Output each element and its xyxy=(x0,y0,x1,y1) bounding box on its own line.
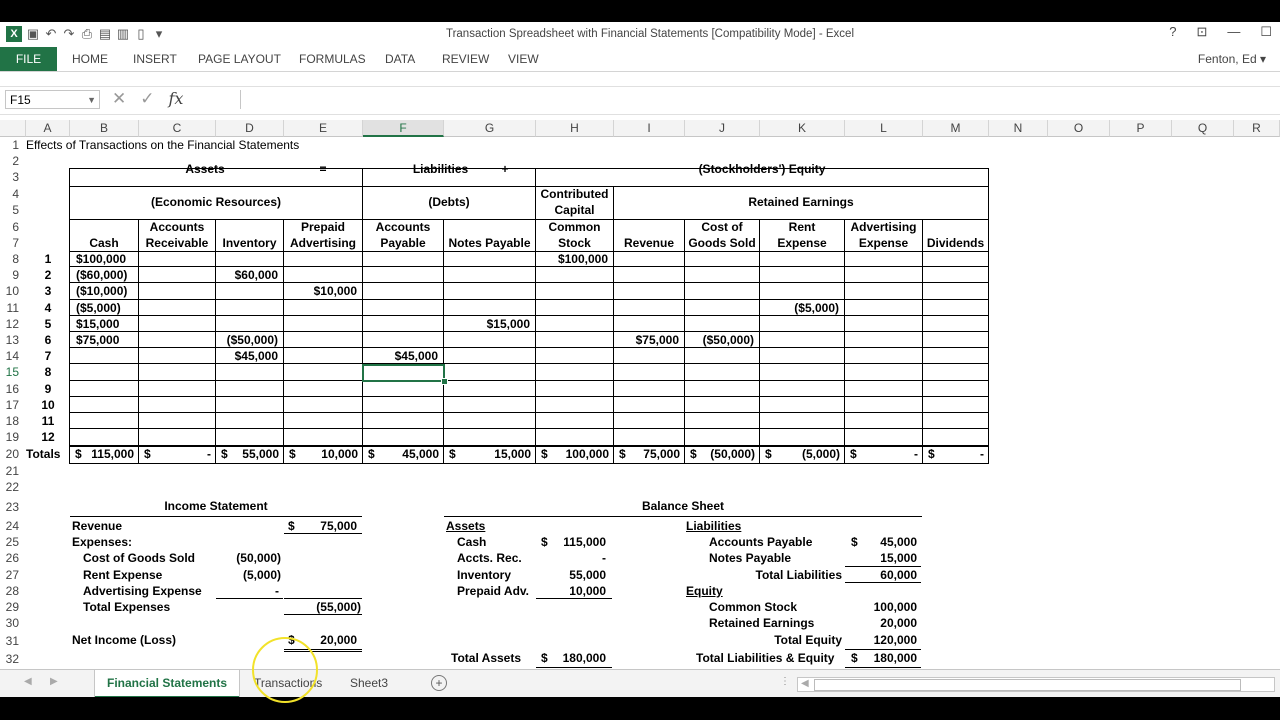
total-value-i[interactable]: 75,000 xyxy=(643,447,680,461)
transaction-cell-h8[interactable]: $100,000 xyxy=(557,252,608,266)
column-header-d[interactable]: D xyxy=(216,120,284,137)
row-header[interactable]: 25 xyxy=(5,535,19,549)
row-divider xyxy=(69,266,988,267)
is-adv-label[interactable]: Advertising Expense xyxy=(83,584,202,598)
bs-title-underline xyxy=(444,516,922,517)
row-header[interactable]: 4 xyxy=(12,187,19,201)
column-header-g[interactable]: G xyxy=(444,120,536,137)
bs-underline xyxy=(536,667,612,668)
border-line xyxy=(988,168,989,464)
transaction-number[interactable]: 1 xyxy=(44,252,52,266)
border-line xyxy=(69,186,988,187)
border-line xyxy=(613,186,614,463)
bs-inventory-label[interactable]: Inventory xyxy=(457,568,512,582)
row-header[interactable]: 12 xyxy=(5,317,19,331)
ribbon-tabs xyxy=(0,47,1280,72)
border-line xyxy=(759,219,760,463)
row-header[interactable]: 16 xyxy=(5,382,19,396)
total-dollar-i: $ xyxy=(619,447,626,461)
bs-np-label[interactable]: Notes Payable xyxy=(709,551,792,565)
save-icon[interactable]: ▣ xyxy=(26,26,40,41)
col-cogs-1[interactable]: Cost of xyxy=(701,220,743,234)
header-liabilities[interactable]: Liabilities xyxy=(412,162,469,176)
col-advertising-2[interactable]: Expense xyxy=(858,236,909,250)
total-dollar-e: $ xyxy=(289,447,296,461)
bs-total-assets-label[interactable]: Total Assets xyxy=(451,651,522,665)
header-capital[interactable]: Capital xyxy=(554,203,595,217)
bs-total-liabilities-label[interactable]: Total Liabilities xyxy=(755,568,842,582)
income-statement-title[interactable]: Income Statement xyxy=(164,499,268,513)
transaction-cell-b13[interactable]: $75,000 xyxy=(76,333,120,347)
total-dollar-d: $ xyxy=(221,447,228,461)
column-header-e[interactable]: E xyxy=(284,120,363,137)
total-value-e[interactable]: 10,000 xyxy=(321,447,358,461)
row-divider xyxy=(69,299,988,300)
transaction-cell-b11[interactable]: ($5,000) xyxy=(76,301,121,315)
sheet-tab-bar xyxy=(0,669,1280,698)
transaction-number[interactable]: 6 xyxy=(44,333,52,347)
column-header-c[interactable]: C xyxy=(139,120,216,137)
title-bar xyxy=(0,22,1280,47)
col-ap-1[interactable]: Accounts xyxy=(375,220,431,234)
bs-cs-label[interactable]: Common Stock xyxy=(709,600,798,614)
column-header-i[interactable]: I xyxy=(614,120,685,137)
border-line xyxy=(69,463,988,464)
tab-insert[interactable]: INSERT xyxy=(133,52,177,66)
row-header[interactable]: 2 xyxy=(12,154,19,168)
col-cash[interactable]: Cash xyxy=(89,236,119,250)
total-dollar-c: $ xyxy=(144,447,151,461)
scrollbar-thumb[interactable] xyxy=(814,679,1241,691)
bs-inventory-value[interactable]: 55,000 xyxy=(569,568,606,582)
total-value-b[interactable]: 115,000 xyxy=(91,447,134,461)
is-revenue-label[interactable]: Revenue xyxy=(72,519,123,533)
print-preview-icon[interactable]: ⎙ xyxy=(81,26,93,41)
row-header[interactable]: 14 xyxy=(5,349,19,363)
total-dollar-m: $ xyxy=(928,447,935,461)
column-header-f[interactable]: F xyxy=(363,120,444,137)
column-header-h[interactable]: H xyxy=(536,120,614,137)
row-divider xyxy=(69,363,988,364)
column-header-k[interactable]: K xyxy=(760,120,845,137)
is-title-underline xyxy=(70,516,362,517)
name-box[interactable] xyxy=(5,90,100,109)
sheet-tab-financial-statements[interactable]: Financial Statements xyxy=(95,670,239,698)
transaction-cell-d9[interactable]: $60,000 xyxy=(234,268,278,282)
total-dollar-j: $ xyxy=(690,447,697,461)
total-dollar-l: $ xyxy=(850,447,857,461)
bs-ap-label[interactable]: Accounts Payable xyxy=(709,535,813,549)
header-equals[interactable]: = xyxy=(319,162,327,176)
formula-bar xyxy=(0,86,1280,115)
row-header[interactable]: 20 xyxy=(5,447,19,461)
total-dollar-k: $ xyxy=(765,447,772,461)
header-plus[interactable]: + xyxy=(501,162,509,176)
bs-prepaid-label[interactable]: Prepaid Adv. xyxy=(457,584,530,598)
active-cell-selection[interactable] xyxy=(362,364,445,382)
bs-ar-label[interactable]: Accts. Rec. xyxy=(457,551,522,565)
horizontal-scrollbar[interactable] xyxy=(797,677,1275,692)
bs-re-value[interactable]: 20,000 xyxy=(880,616,917,630)
border-line xyxy=(844,219,845,463)
customize-qat-icon[interactable]: ▾ xyxy=(155,26,163,41)
header-economic-resources[interactable]: (Economic Resources) xyxy=(150,195,282,209)
is-rent-value[interactable]: (5,000) xyxy=(242,568,281,582)
next-sheet-icon[interactable]: ▶ xyxy=(50,676,58,687)
total-value-j[interactable]: (50,000) xyxy=(710,447,755,461)
row-divider xyxy=(69,282,988,283)
border-line xyxy=(283,219,284,463)
column-header-p[interactable]: P xyxy=(1110,120,1172,137)
row-header[interactable]: 9 xyxy=(12,268,19,282)
bs-total-liabilities-value[interactable]: 60,000 xyxy=(880,568,917,582)
header-equity[interactable]: (Stockholders') Equity xyxy=(698,162,826,176)
transaction-cell-i13[interactable]: $75,000 xyxy=(635,333,679,347)
col-prepaid-1[interactable]: Prepaid xyxy=(300,220,345,234)
is-total-expenses-value[interactable]: (55,000) xyxy=(316,600,361,614)
row-header[interactable]: 15 xyxy=(5,365,19,379)
bs-prepaid-value[interactable]: 10,000 xyxy=(569,584,606,598)
col-rent-1[interactable]: Rent xyxy=(788,220,816,234)
total-value-d[interactable]: 55,000 xyxy=(242,447,279,461)
balance-sheet-title[interactable]: Balance Sheet xyxy=(641,499,725,513)
row-header[interactable]: 29 xyxy=(5,600,19,614)
cancel-icon[interactable]: ✕ xyxy=(112,89,127,108)
spelling-icon[interactable]: ▤ xyxy=(98,26,112,41)
insert-function-icon[interactable]: fx xyxy=(168,89,184,108)
tab-data[interactable]: DATA xyxy=(385,52,416,66)
chevron-down-icon[interactable]: ▼ xyxy=(87,95,96,105)
select-all-corner[interactable] xyxy=(0,120,26,137)
cursor-highlight-circle xyxy=(252,637,318,703)
is-revenue-dollar: $ xyxy=(288,519,295,533)
column-header-j[interactable]: J xyxy=(685,120,760,137)
bs-total-le-label[interactable]: Total Liabilities & Equity xyxy=(696,651,835,665)
col-revenue[interactable]: Revenue xyxy=(623,236,675,250)
transaction-cell-k11[interactable]: ($5,000) xyxy=(794,301,839,315)
total-value-g[interactable]: 15,000 xyxy=(494,447,531,461)
column-header-b[interactable]: B xyxy=(70,120,139,137)
transaction-number[interactable]: 11 xyxy=(41,414,55,428)
tab-formulas[interactable]: FORMULAS xyxy=(299,52,366,66)
name-box-value: F15 xyxy=(10,93,31,107)
prev-sheet-icon[interactable]: ◀ xyxy=(24,676,32,687)
formula-input[interactable] xyxy=(240,90,1276,109)
col-common-2[interactable]: Stock xyxy=(558,236,591,250)
bs-assets-label[interactable]: Assets xyxy=(446,519,486,533)
border-line xyxy=(138,219,139,463)
row-header[interactable]: 6 xyxy=(12,220,19,234)
col-advertising-1[interactable]: Advertising xyxy=(850,220,917,234)
row-divider xyxy=(69,396,988,397)
user-account[interactable]: Fenton, Ed ▾ xyxy=(1197,52,1266,66)
row-header[interactable]: 18 xyxy=(5,414,19,428)
bs-ap-value[interactable]: 45,000 xyxy=(880,535,917,549)
transaction-number[interactable]: 4 xyxy=(44,301,52,315)
sheet-tab-sheet3[interactable]: Sheet3 xyxy=(350,676,389,690)
row-header[interactable]: 5 xyxy=(12,203,19,217)
bs-np-value[interactable]: 15,000 xyxy=(880,551,917,565)
more-options-icon[interactable]: ⋮ xyxy=(780,676,790,687)
is-net-income-label[interactable]: Net Income (Loss) xyxy=(72,633,177,647)
transaction-cell-b8[interactable]: $100,000 xyxy=(76,252,127,266)
transaction-number[interactable]: 12 xyxy=(41,430,55,444)
row-header[interactable]: 30 xyxy=(5,616,19,630)
transaction-number[interactable]: 9 xyxy=(44,382,52,396)
transaction-number[interactable]: 10 xyxy=(41,398,55,412)
bs-cash-label[interactable]: Cash xyxy=(457,535,487,549)
total-value-k[interactable]: (5,000) xyxy=(801,447,840,461)
row-divider xyxy=(69,428,988,429)
row-header[interactable]: 1 xyxy=(12,138,19,152)
col-prepaid-2[interactable]: Advertising xyxy=(289,236,356,250)
new-file-icon[interactable]: ▯ xyxy=(137,26,145,41)
tab-page-layout[interactable]: PAGE LAYOUT xyxy=(198,52,281,66)
is-adv-value[interactable]: - xyxy=(275,584,279,598)
row-divider xyxy=(69,412,988,413)
total-dollar-f: $ xyxy=(368,447,375,461)
total-dollar-h: $ xyxy=(541,447,548,461)
add-sheet-icon[interactable]: + xyxy=(431,675,447,691)
transaction-cell-e10[interactable]: $10,000 xyxy=(313,284,357,298)
bs-equity-label[interactable]: Equity xyxy=(686,584,723,598)
border-line xyxy=(922,219,923,463)
restore-icon[interactable]: ☐ xyxy=(1260,24,1272,39)
scroll-left-icon[interactable]: ◀ xyxy=(801,678,809,689)
transaction-number[interactable]: 8 xyxy=(44,365,52,379)
col-inventory[interactable]: Inventory xyxy=(222,236,277,250)
total-value-c[interactable]: - xyxy=(207,447,211,461)
is-cogs-label[interactable]: Cost of Goods Sold xyxy=(83,551,195,565)
user-name: Fenton, Ed xyxy=(1197,52,1257,66)
total-value-l[interactable]: - xyxy=(914,447,918,461)
row-header[interactable]: 22 xyxy=(5,480,19,494)
row-header[interactable]: 27 xyxy=(5,568,19,582)
border-line xyxy=(69,251,988,252)
tab-file[interactable]: FILE xyxy=(0,47,57,71)
bs-total-assets-dollar: $ xyxy=(541,651,548,665)
minimize-icon[interactable]: — xyxy=(1227,24,1241,39)
col-common-1[interactable]: Common xyxy=(548,220,601,234)
transaction-cell-b10[interactable]: ($10,000) xyxy=(76,284,128,298)
is-rent-label[interactable]: Rent Expense xyxy=(83,568,163,582)
col-notes-payable[interactable]: Notes Payable xyxy=(448,236,531,250)
transaction-number[interactable]: 3 xyxy=(44,284,52,298)
is-net-income-value[interactable]: 20,000 xyxy=(320,633,357,647)
row-header[interactable]: 7 xyxy=(12,236,19,250)
enter-icon[interactable]: ✓ xyxy=(140,89,155,108)
header-retained-earnings[interactable]: Retained Earnings xyxy=(748,195,854,209)
bs-cash-dollar: $ xyxy=(541,535,548,549)
excel-logo-icon: X xyxy=(6,26,22,42)
border-line xyxy=(443,219,444,463)
help-icon[interactable]: ? xyxy=(1169,24,1177,39)
is-cogs-value[interactable]: (50,000) xyxy=(236,551,281,565)
transaction-cell-j13[interactable]: ($50,000) xyxy=(702,333,754,347)
col-ar-1[interactable]: Accounts xyxy=(149,220,205,234)
header-debts[interactable]: (Debts) xyxy=(428,195,470,209)
transaction-cell-g12[interactable]: $15,000 xyxy=(486,317,530,331)
sheet-title[interactable]: Effects of Transactions on the Financial Statements xyxy=(26,138,300,152)
total-dollar-b: $ xyxy=(75,447,82,461)
bs-ar-value[interactable]: - xyxy=(602,551,606,565)
row-header[interactable]: 23 xyxy=(5,500,19,514)
is-expenses-label[interactable]: Expenses: xyxy=(72,535,133,549)
bs-total-equity-value[interactable]: 120,000 xyxy=(873,633,917,647)
sheet-tab-transactions[interactable]: Transactions xyxy=(254,676,323,690)
column-header-a[interactable]: A xyxy=(26,120,70,137)
row-header[interactable]: 10 xyxy=(5,284,19,298)
row-header[interactable]: 31 xyxy=(5,634,19,648)
total-dollar-g: $ xyxy=(449,447,456,461)
row-header[interactable]: 17 xyxy=(5,398,19,412)
row-header[interactable]: 24 xyxy=(5,519,19,533)
tab-home[interactable]: HOME xyxy=(72,52,108,66)
row-divider xyxy=(69,380,988,381)
header-contributed[interactable]: Contributed xyxy=(540,187,609,201)
bs-total-le-dollar: $ xyxy=(851,651,858,665)
col-rent-2[interactable]: Expense xyxy=(777,236,827,250)
column-header-n[interactable]: N xyxy=(989,120,1048,137)
is-revenue-value[interactable]: 75,000 xyxy=(320,519,357,533)
tab-view[interactable]: VIEW xyxy=(508,52,539,66)
bs-total-le-value[interactable]: 180,000 xyxy=(873,651,917,665)
bs-liabilities-label[interactable]: Liabilities xyxy=(686,519,742,533)
row-header[interactable]: 8 xyxy=(12,252,19,266)
col-ar-2[interactable]: Receivable xyxy=(145,236,209,250)
bs-re-label[interactable]: Retained Earnings xyxy=(709,616,815,630)
window-controls xyxy=(1169,24,1272,40)
status-bar xyxy=(0,697,1280,720)
tab-review[interactable]: REVIEW xyxy=(442,52,490,66)
total-value-h[interactable]: 100,000 xyxy=(565,447,609,461)
is-total-expenses-label[interactable]: Total Expenses xyxy=(83,600,171,614)
row-header[interactable]: 3 xyxy=(12,170,19,184)
bs-cs-value[interactable]: 100,000 xyxy=(873,600,917,614)
transaction-cell-f14[interactable]: $45,000 xyxy=(394,349,438,363)
total-value-m[interactable]: - xyxy=(980,447,984,461)
fill-handle[interactable] xyxy=(441,378,448,385)
redo-icon[interactable]: ↷ xyxy=(63,26,75,41)
col-dividends[interactable]: Dividends xyxy=(926,236,985,250)
transaction-cell-b9[interactable]: ($60,000) xyxy=(76,268,128,282)
column-header-r[interactable]: R xyxy=(1234,120,1280,137)
bs-total-equity-label[interactable]: Total Equity xyxy=(774,633,842,647)
col-ap-2[interactable]: Payable xyxy=(380,236,426,250)
transaction-number[interactable]: 5 xyxy=(44,317,52,331)
column-header-m[interactable]: M xyxy=(923,120,989,137)
bs-cash-value[interactable]: 115,000 xyxy=(563,535,606,549)
row-header[interactable]: 32 xyxy=(5,652,19,666)
is-net-income-dollar: $ xyxy=(288,633,295,647)
undo-icon[interactable]: ↶ xyxy=(45,26,57,41)
total-value-f[interactable]: 45,000 xyxy=(402,447,439,461)
transaction-cell-b12[interactable]: $15,000 xyxy=(76,317,120,331)
row-divider xyxy=(69,347,988,348)
header-assets[interactable]: Assets xyxy=(185,162,225,176)
totals-label[interactable]: Totals xyxy=(26,447,61,461)
row-header[interactable]: 28 xyxy=(5,584,19,598)
top-black-band xyxy=(0,0,1280,22)
bs-ap-dollar: $ xyxy=(851,535,858,549)
bs-total-assets-value[interactable]: 180,000 xyxy=(562,651,606,665)
row-header[interactable]: 21 xyxy=(5,464,19,478)
window-title: Transaction Spreadsheet with Financial Statements [Compatibility Mode] - Excel xyxy=(445,28,854,40)
formula-buttons xyxy=(112,89,183,109)
save-as-icon[interactable]: ▥ xyxy=(116,26,130,41)
transaction-number[interactable]: 7 xyxy=(44,349,52,363)
ribbon-display-icon[interactable]: ⊡ xyxy=(1196,24,1208,39)
row-header[interactable]: 19 xyxy=(5,430,19,444)
transaction-cell-d14[interactable]: $45,000 xyxy=(234,349,278,363)
column-header-q[interactable]: Q xyxy=(1172,120,1234,137)
transaction-number[interactable]: 2 xyxy=(44,268,52,282)
bs-underline xyxy=(845,667,921,668)
transaction-cell-d13[interactable]: ($50,000) xyxy=(226,333,278,347)
column-header-o[interactable]: O xyxy=(1048,120,1110,137)
row-header[interactable]: 11 xyxy=(6,301,19,315)
row-header[interactable]: 13 xyxy=(5,333,19,347)
col-cogs-2[interactable]: Goods Sold xyxy=(688,236,756,250)
column-header-l[interactable]: L xyxy=(845,120,923,137)
row-header[interactable]: 26 xyxy=(5,551,19,565)
